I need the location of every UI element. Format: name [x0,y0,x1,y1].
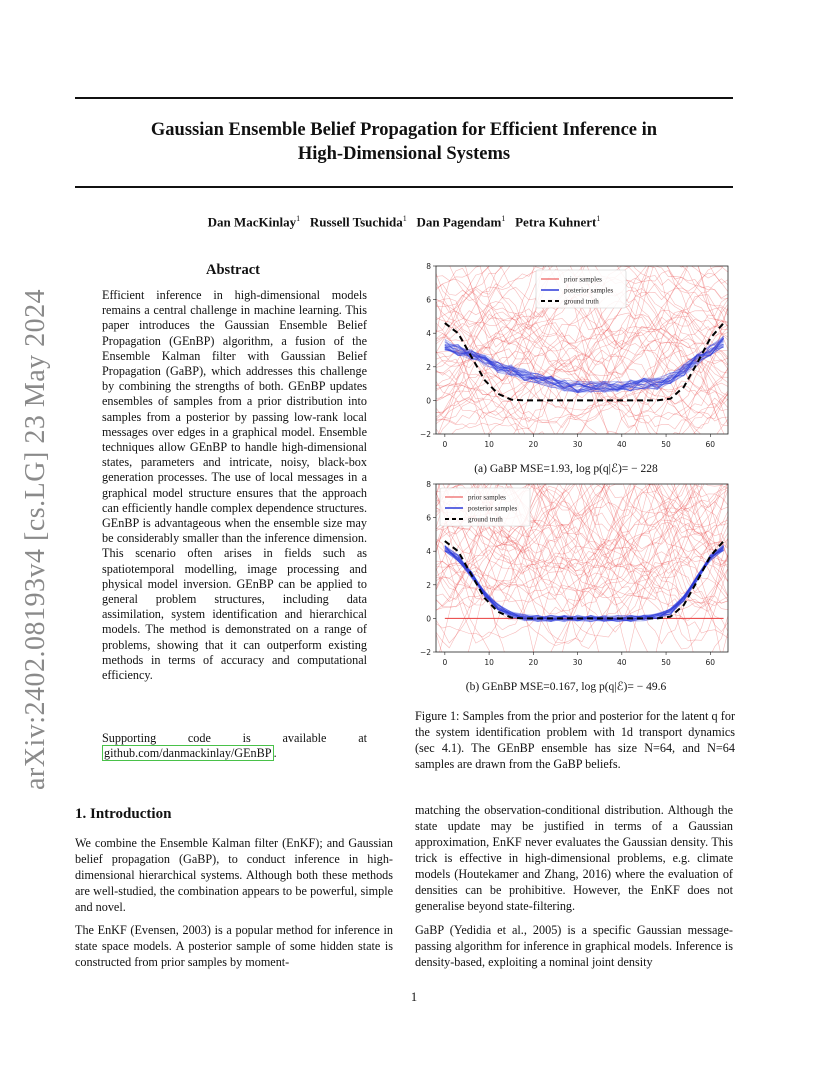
abstract-heading: Abstract [206,262,260,278]
x-tick-label: 40 [617,440,627,449]
author-name: Dan MacKinlay [207,214,297,230]
intro-paragraph: The EnKF (Evensen, 2003) is a popular method for inference in state space models. A posterior sample of some hidden state is constructed from prior samples by moment- [75,923,393,969]
affiliation-mark: 1 [596,214,601,223]
intro-paragraph: matching the observation-conditional distribution. Although the state update may be justified in terms of a Gaussian approximation, EnKF never evaluates the Gaussian density. This trick is effective in high-dimensional problems, e.g. climate models (Houtekamer and Zhang, 2016) where the evaluation of densities can be prohibitive. However, the EnKF does not generalise beyond state-filtering. [415,803,733,913]
legend-label: ground truth [468,515,503,524]
posterior-sample-line [445,548,724,621]
x-tick-label: 30 [572,440,583,449]
x-tick-label: 30 [572,658,583,667]
affiliation-mark: 1 [501,214,506,223]
y-tick-label: −2 [419,648,431,657]
code-availability [102,731,367,761]
arxiv-side-label: arXiv:2402.08193v4 [cs.LG] 23 May 2024 [20,288,51,790]
affiliation-mark: 1 [296,214,301,223]
x-tick-label: 10 [484,658,494,667]
x-tick-label: 10 [484,440,494,449]
subplot-caption: (b) GEnBP MSE=0.167, log p(q|ℰ)= − 49.6 [465,681,667,693]
code-link[interactable]: github.com/danmackinlay/GEnBP [104,746,272,761]
intro-paragraph: We combine the Ensemble Kalman filter (EnKF); and Gaussian belief propagation (GaBP), to conduct inference in high-dimensional hierarchical systems. Although both these methods are well-studied, the combination appears to be powerful, simple and novel. [75,836,393,914]
y-tick-label: 4 [426,547,431,557]
code-suffix: . [273,746,277,761]
x-tick-label: 60 [705,658,716,667]
x-tick-label: 50 [661,658,671,667]
abstract-body: Efficient inference in high-dimensional models remains a central challenge in machine learning. This paper introduces the Gaussian Ensemble Belief Propagation (GEnBP) algorithm, a fusion of the Ensemble Kalman filter with Gaussian Belief Propagation (GaBP), which addresses this challenge by combining the strengths of both. GEnBP updates ensembles of samples from a prior distribution into samples from a posterior by passing low-rank local messages over edges in a graphical model. Ensemble techniques allow GEnBP to handle high-dimensional states, parameters and intricate, noisy, black-box generation processes. The use of local messages in a graphical model structure ensures that the approach can efficiently handle complex dependence structures. GEnBP is advantageous when the ensemble size may be considerably smaller than the inference dimension. This scenario often arises in fields such as spatiotemporal modelling, image processing and physical model inversion. GEnBP can be applied to general problem structures, including data assimilation, system identification and hierarchical models. The method is demonstrated on a range of problems, showing that it can outperform existing methods in terms of accuracy and computational efficiency. [102,288,367,683]
x-tick-label: 60 [705,440,716,449]
x-tick-label: 50 [661,440,671,449]
y-tick-label: 0 [426,614,431,624]
x-tick-label: 0 [442,440,448,449]
y-tick-label: 2 [426,580,431,590]
legend-label: prior samples [564,275,602,284]
code-prefix: Supporting code is available at [102,731,367,745]
posterior-sample-line [445,547,724,621]
y-tick-label: 8 [426,480,431,489]
y-tick-label: −2 [419,430,431,439]
legend-label: ground truth [564,297,599,306]
y-tick-label: 0 [426,396,431,406]
figure-svg [418,262,736,702]
intro-paragraph: GaBP (Yedidia et al., 2005) is a specific Gaussian message-passing algorithm for inference in graphical models. Inference is density-based, exploiting a nominal joint density [415,923,733,969]
x-tick-label: 20 [528,440,539,449]
title-bottom-rule [75,186,733,188]
author-name: Dan Pagendam [416,214,502,230]
x-tick-label: 0 [442,658,448,667]
author-name: Petra Kuhnert [515,214,597,230]
legend-label: posterior samples [564,286,614,295]
x-tick-label: 20 [528,658,539,667]
subplot-caption: (a) GaBP MSE=1.93, log p(q|ℰ)= − 228 [474,463,658,475]
author-list [75,214,733,230]
y-tick-label: 8 [426,262,431,271]
x-tick-label: 40 [617,658,627,667]
y-tick-label: 6 [426,513,431,523]
figure-caption: Figure 1: Samples from the prior and posterior for the latent q for the system identification problem with 1d transport dynamics (sec 4.1). The GEnBP ensemble has size N=64, and N=64 samples are drawn from the GaBP beliefs. [415,709,735,771]
y-tick-label: 6 [426,295,431,305]
figure-1 [418,262,736,702]
legend-label: posterior samples [468,504,518,513]
legend-label: prior samples [468,493,506,502]
affiliation-mark: 1 [402,214,407,223]
top-rule [75,97,733,99]
title-line-1: Gaussian Ensemble Belief Propagation for Efficient Inference in [150,120,658,140]
paper-title [75,118,733,166]
y-tick-label: 4 [426,329,431,339]
author-name: Russell Tsuchida [309,214,403,230]
title-line-2: High-Dimensional Systems [297,144,511,164]
y-tick-label: 2 [426,362,431,372]
section-heading: 1. Introduction [75,806,172,822]
posterior-sample-line [445,548,724,622]
page-number: 1 [410,990,418,1004]
